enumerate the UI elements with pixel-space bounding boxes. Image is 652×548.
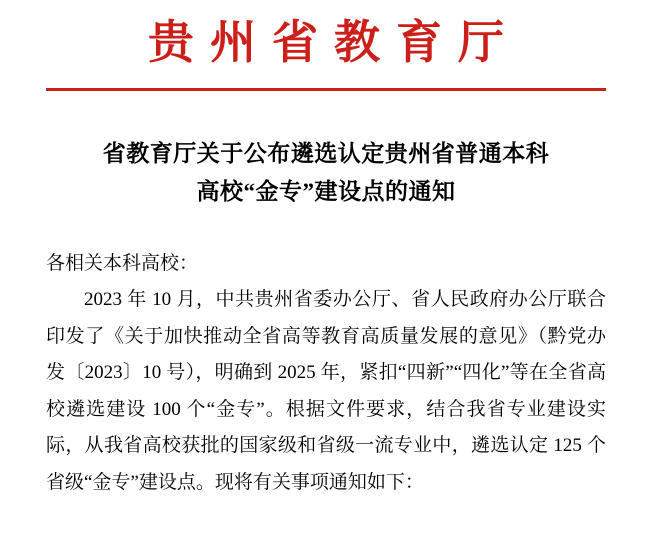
document-title-line-2: 高校“金专”建设点的通知 (196, 179, 456, 205)
issuing-organization-title: 贵州省教育厅 (148, 17, 520, 68)
document-body (46, 246, 606, 501)
body-paragraph-1: 2023 年 10 月，中共贵州省委办公厅、省人民政府办公厅联合印发了《关于加快推动全省高等教育高质量发展的意见》（黔党办发〔2023〕10 号），明确到 2025 年，紧扣“四新”“四化”等在全省高校遴选建设 100 个“金专”。根据文件要求，结合我省专业建设实际，从我省高校获批的国家级和省级一流专业中，遴选认定 125 个省级“金专”建设点。现将有关事项通知如下： (46, 289, 606, 493)
letterhead (46, 0, 606, 91)
document-title-line-1: 省教育厅关于公布遴选认定贵州省普通本科 (102, 140, 550, 166)
letterhead-divider (46, 88, 606, 91)
document-title (46, 135, 606, 212)
salutation: 各相关本科高校： (46, 252, 199, 274)
